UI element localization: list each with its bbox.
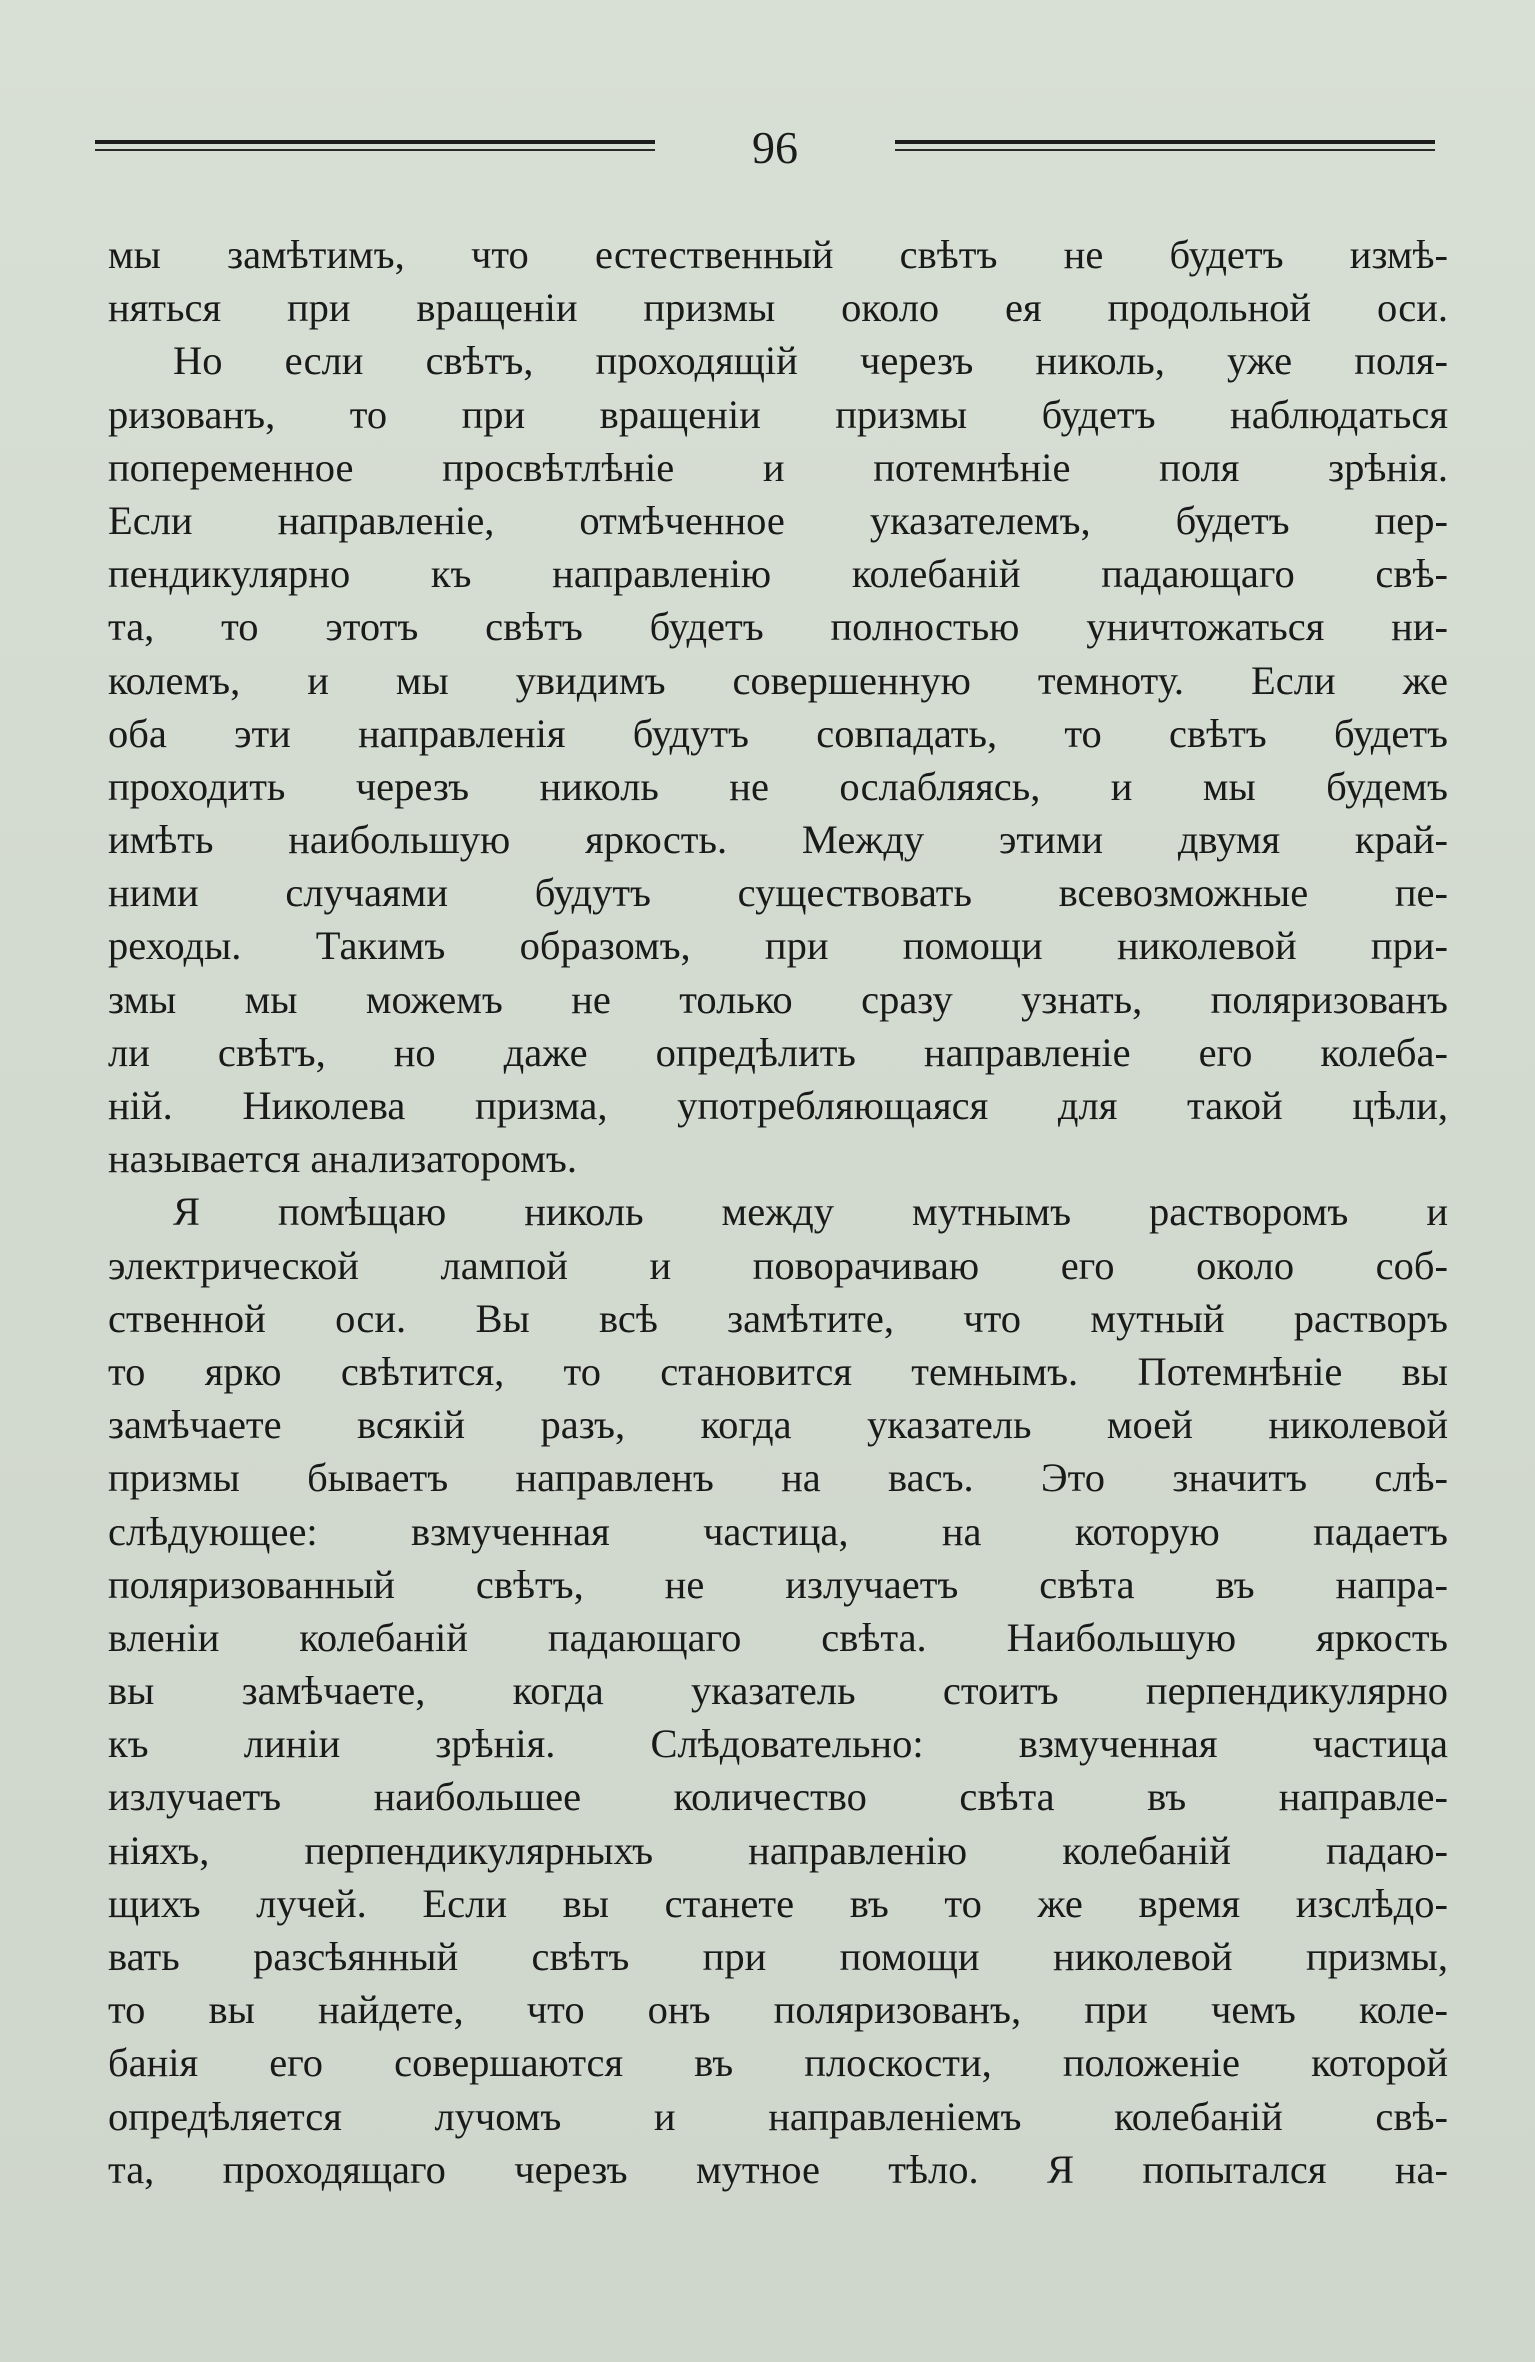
text-line: оба эти направленія будутъ совпадать, то свѣтъ будетъ <box>108 710 1448 756</box>
text-line: замѣчаете всякій разъ, когда указатель моей николевой <box>108 1402 1448 1448</box>
text-line: Я помѣщаю николь между мутнымъ растворомъ и <box>173 1189 1448 1235</box>
text-line: къ линіи зрѣнія. Слѣдовательно: взмученная частица <box>108 1721 1448 1767</box>
text-line: вленіи колебаній падающаго свѣта. Наибольшую яркость <box>108 1614 1448 1660</box>
text-line: вы замѣчаете, когда указатель стоитъ перпендикулярно <box>108 1668 1448 1714</box>
page-header <box>95 118 1435 178</box>
text-line: излучаетъ наибольшее количество свѣта въ направле- <box>108 1774 1448 1820</box>
text-line: слѣдующее: взмученная частица, на которую падаетъ <box>108 1508 1448 1554</box>
header-rule-left <box>95 140 655 154</box>
text-line: щихъ лучей. Если вы станете въ то же время изслѣдо- <box>108 1880 1448 1926</box>
text-line: попеременное просвѣтлѣніе и потемнѣніе поля зрѣнія. <box>108 444 1448 490</box>
page-number: 96 <box>752 122 798 173</box>
text-line: электрической лампой и поворачиваю его около соб- <box>108 1242 1448 1288</box>
text-line: ственной оси. Вы всѣ замѣтите, что мутный растворъ <box>108 1295 1448 1341</box>
text-line: реходы. Такимъ образомъ, при помощи николевой при- <box>108 923 1448 969</box>
text-line: та, то этотъ свѣтъ будетъ полностью уничтожаться ни- <box>108 604 1448 650</box>
text-line: мы замѣтимъ, что естественный свѣтъ не будетъ измѣ- <box>108 232 1448 277</box>
text-line: Но если свѣтъ, проходящій черезъ николь, уже поля- <box>173 338 1448 384</box>
text-line: банія его совершаются въ плоскости, положеніе которой <box>108 2040 1448 2086</box>
text-line: опредѣляется лучомъ и направленіемъ колебаній свѣ- <box>108 2093 1448 2139</box>
rule-thick-line <box>895 140 1435 144</box>
text-line: колемъ, и мы увидимъ совершенную темноту. Если же <box>108 657 1448 703</box>
text-line: ними случаями будутъ существовать всевозможные пе- <box>108 870 1448 916</box>
rule-thick-line <box>95 140 655 144</box>
body-text <box>108 228 1448 2196</box>
text-line: ли свѣтъ, но даже опредѣлить направленіе его колеба- <box>108 1029 1448 1075</box>
text-line: пендикулярно къ направленію колебаній падающаго свѣ- <box>108 551 1448 597</box>
text-line: та, проходящаго черезъ мутное тѣло. Я попытался на- <box>108 2146 1448 2192</box>
text-line: проходить черезъ николь не ослабляясь, и мы будемъ <box>108 763 1448 809</box>
text-line: то ярко свѣтится, то становится темнымъ. Потемнѣніе вы <box>108 1348 1448 1394</box>
text-line: ніяхъ, перпендикулярныхъ направленію колебаній падаю- <box>108 1827 1448 1873</box>
text-line: змы мы можемъ не только сразу узнать, поляризованъ <box>108 976 1448 1022</box>
text-line: призмы бываетъ направленъ на васъ. Это значитъ слѣ- <box>108 1455 1448 1501</box>
text-line: ризованъ, то при вращеніи призмы будетъ наблюдаться <box>108 391 1448 437</box>
text-line: Если направленіе, отмѣченное указателемъ, будетъ пер- <box>108 497 1448 543</box>
rule-thin-line <box>895 149 1435 151</box>
text-line: няться при вращеніи призмы около ея продольной оси. <box>108 285 1448 331</box>
text-line: то вы найдете, что онъ поляризованъ, при чемъ коле- <box>108 1987 1448 2033</box>
text-line: ній. Николева призма, употребляющаяся для такой цѣли, <box>108 1083 1448 1128</box>
text-line: поляризованный свѣтъ, не излучаетъ свѣта въ напра- <box>108 1561 1448 1607</box>
text-line: вать разсѣянный свѣтъ при помощи николевой призмы, <box>108 1934 1448 1979</box>
rule-thin-line <box>95 149 655 151</box>
header-rule-right <box>895 140 1435 154</box>
text-line: имѣть наибольшую яркость. Между этими двумя край- <box>108 817 1448 863</box>
text-line: называется анализаторомъ. <box>108 1136 577 1182</box>
